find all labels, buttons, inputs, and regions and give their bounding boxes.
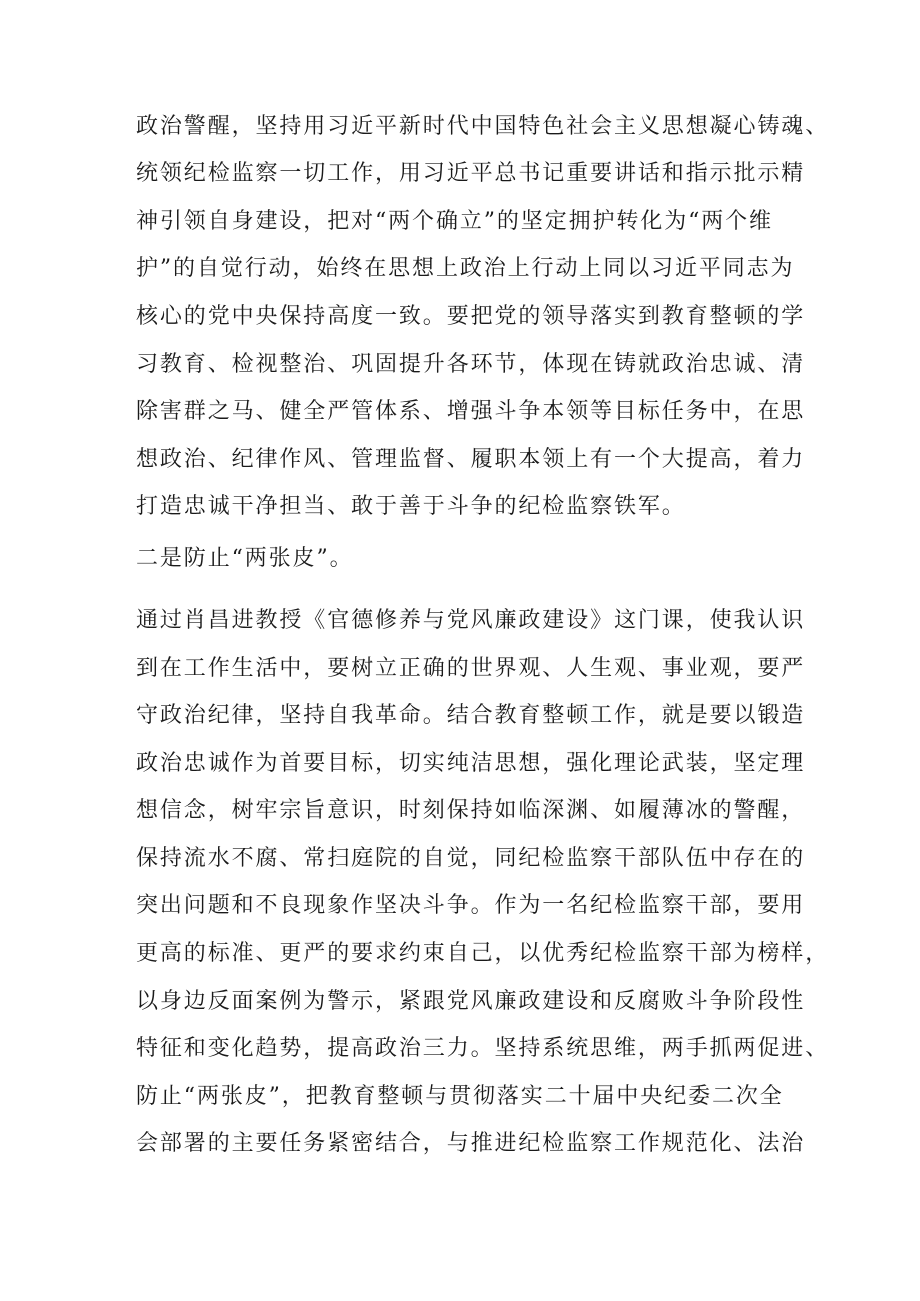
text-line-1: 政治警醒，坚持用习近平新时代中国特色社会主义思想凝心铸魂、: [136, 114, 830, 139]
section-heading: 二是防止“两张皮”。: [136, 546, 354, 571]
text-line-13: 守政治纪律，坚持自我革命。结合教育整顿工作，就是要以锻造: [136, 703, 806, 728]
text-line-14: 政治忠诚作为首要目标，切实纯洁思想，强化理论武装，坚定理: [136, 751, 806, 776]
text-line-6: 习教育、检视整治、巩固提升各环节，体现在铸就政治忠诚、清: [136, 352, 806, 377]
text-line-11: 通过肖昌进教授《官德修养与党风廉政建设》这门课，使我认识: [136, 608, 806, 633]
text-line-7: 除害群之马、健全严管体系、增强斗争本领等目标任务中，在思: [136, 399, 806, 424]
text-line-20: 特征和变化趋势，提高政治三力。坚持系统思维，两手抓两促进、: [136, 1036, 830, 1061]
text-line-19: 以身边反面案例为警示，紧跟党风廉政建设和反腐败斗争阶段性: [136, 989, 806, 1014]
text-line-4: 护”的自觉行动，始终在思想上政治上行动上同以习近平同志为: [136, 256, 795, 281]
text-line-9: 打造忠诚干净担当、敢于善于斗争的纪检监察铁军。: [136, 494, 686, 519]
text-line-5: 核心的党中央保持高度一致。要把党的领导落实到教育整顿的学: [136, 304, 806, 329]
text-line-8: 想政治、纪律作风、管理监督、履职本领上有一个大提高，着力: [136, 447, 806, 472]
text-line-22: 会部署的主要任务紧密结合，与推进纪检监察工作规范化、法治: [136, 1131, 806, 1156]
text-line-2: 统领纪检监察一切工作，用习近平总书记重要讲话和指示批示精: [136, 161, 806, 186]
text-line-15: 想信念，树牢宗旨意识，时刻保持如临深渊、如履薄冰的警醒，: [136, 798, 806, 823]
text-line-18: 更高的标准、更严的要求约束自己，以优秀纪检监察干部为榜样，: [136, 941, 830, 966]
text-line-16: 保持流水不腐、常扫庭院的自觉，同纪检监察干部队伍中存在的: [136, 846, 806, 871]
text-line-21: 防止“两张皮”，把教育整顿与贯彻落实二十届中央纪委二次全: [136, 1084, 784, 1109]
text-line-3: 神引领自身建设，把对“两个确立”的坚定拥护转化为“两个维: [136, 209, 773, 234]
text-line-17: 突出问题和不良现象作坚决斗争。作为一名纪检监察干部，要用: [136, 893, 806, 918]
text-line-12: 到在工作生活中，要树立正确的世界观、人生观、事业观，要严: [136, 656, 806, 681]
